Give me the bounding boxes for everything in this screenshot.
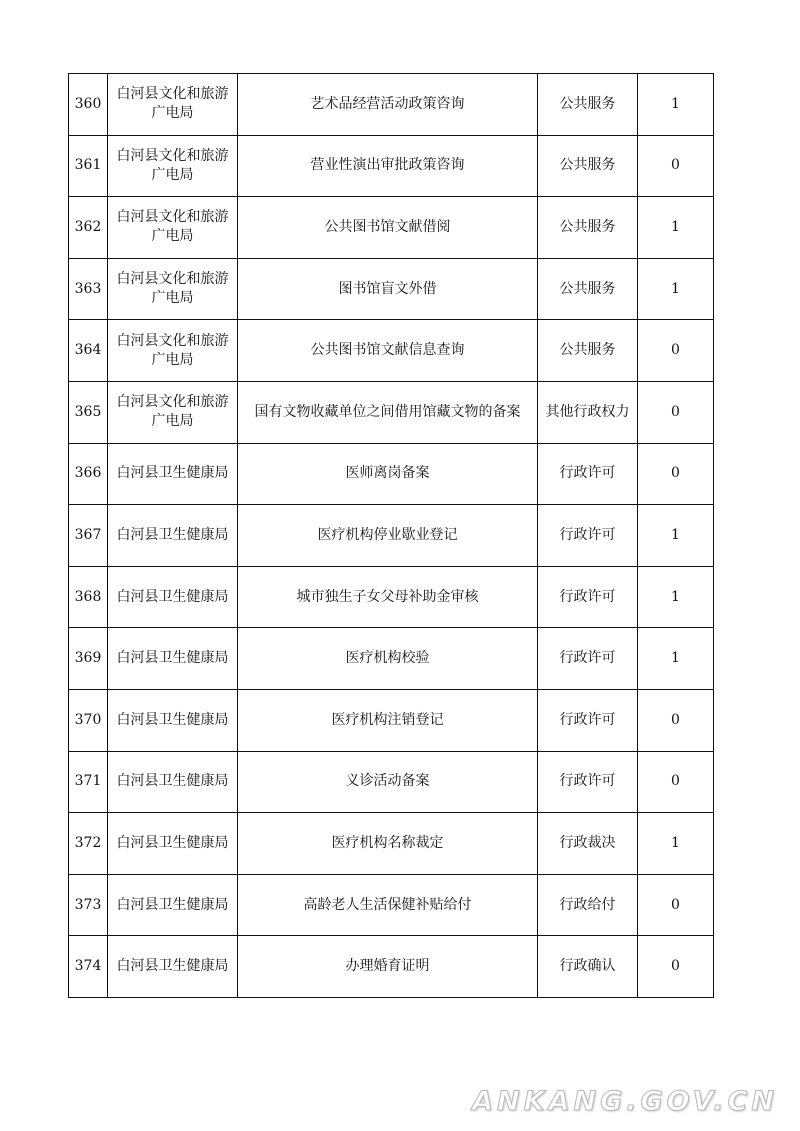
item-name-cell: 艺术品经营活动政策咨询 — [238, 74, 538, 136]
row-number: 363 — [69, 258, 108, 320]
count-cell: 1 — [638, 74, 714, 136]
item-name-cell: 国有文物收藏单位之间借用馆藏文物的备案 — [238, 381, 538, 443]
table-row — [69, 258, 714, 320]
row-number: 368 — [69, 566, 108, 628]
item-type-cell: 公共服务 — [538, 320, 638, 382]
table-row — [69, 813, 714, 875]
department-cell: 白河县卫生健康局 — [108, 689, 238, 751]
item-type-cell: 行政许可 — [538, 628, 638, 690]
item-type-cell: 行政确认 — [538, 936, 638, 998]
table-row — [69, 197, 714, 259]
count-cell: 1 — [638, 258, 714, 320]
items-table — [68, 73, 714, 998]
item-name-cell: 城市独生子女父母补助金审核 — [238, 566, 538, 628]
row-number: 362 — [69, 197, 108, 259]
item-name-cell: 办理婚育证明 — [238, 936, 538, 998]
table-row — [69, 628, 714, 690]
department-cell: 白河县文化和旅游广电局 — [108, 197, 238, 259]
item-type-cell: 行政许可 — [538, 505, 638, 567]
site-watermark: ANKANG.GOV.CN — [472, 1086, 778, 1117]
table-row — [69, 135, 714, 197]
department-cell: 白河县卫生健康局 — [108, 443, 238, 505]
item-type-cell: 公共服务 — [538, 258, 638, 320]
item-name-cell: 医疗机构注销登记 — [238, 689, 538, 751]
count-cell: 1 — [638, 197, 714, 259]
row-number: 370 — [69, 689, 108, 751]
row-number: 372 — [69, 813, 108, 875]
department-cell: 白河县卫生健康局 — [108, 813, 238, 875]
item-type-cell: 行政许可 — [538, 566, 638, 628]
row-number: 360 — [69, 74, 108, 136]
item-type-cell: 行政许可 — [538, 443, 638, 505]
department-cell: 白河县卫生健康局 — [108, 936, 238, 998]
row-number: 365 — [69, 381, 108, 443]
item-type-cell: 行政给付 — [538, 874, 638, 936]
table-row — [69, 320, 714, 382]
item-type-cell: 公共服务 — [538, 74, 638, 136]
table-row — [69, 74, 714, 136]
item-name-cell: 公共图书馆文献借阅 — [238, 197, 538, 259]
count-cell: 0 — [638, 874, 714, 936]
row-number: 361 — [69, 135, 108, 197]
item-type-cell: 公共服务 — [538, 197, 638, 259]
table-row — [69, 566, 714, 628]
department-cell: 白河县文化和旅游广电局 — [108, 74, 238, 136]
row-number: 369 — [69, 628, 108, 690]
department-cell: 白河县卫生健康局 — [108, 566, 238, 628]
row-number: 374 — [69, 936, 108, 998]
count-cell: 0 — [638, 936, 714, 998]
department-cell: 白河县文化和旅游广电局 — [108, 381, 238, 443]
count-cell: 1 — [638, 505, 714, 567]
item-name-cell: 公共图书馆文献信息查询 — [238, 320, 538, 382]
item-name-cell: 高龄老人生活保健补贴给付 — [238, 874, 538, 936]
table-row — [69, 505, 714, 567]
item-name-cell: 医疗机构校验 — [238, 628, 538, 690]
item-type-cell: 行政许可 — [538, 751, 638, 813]
department-cell: 白河县文化和旅游广电局 — [108, 258, 238, 320]
table-row — [69, 751, 714, 813]
item-type-cell: 其他行政权力 — [538, 381, 638, 443]
department-cell: 白河县卫生健康局 — [108, 505, 238, 567]
item-type-cell: 行政裁决 — [538, 813, 638, 875]
table-row — [69, 874, 714, 936]
department-cell: 白河县文化和旅游广电局 — [108, 320, 238, 382]
item-name-cell: 医师离岗备案 — [238, 443, 538, 505]
item-name-cell: 图书馆盲文外借 — [238, 258, 538, 320]
count-cell: 1 — [638, 628, 714, 690]
table-row — [69, 443, 714, 505]
item-name-cell: 营业性演出审批政策咨询 — [238, 135, 538, 197]
table-row — [69, 689, 714, 751]
count-cell: 0 — [638, 135, 714, 197]
item-name-cell: 义诊活动备案 — [238, 751, 538, 813]
item-name-cell: 医疗机构停业歇业登记 — [238, 505, 538, 567]
count-cell: 0 — [638, 381, 714, 443]
row-number: 366 — [69, 443, 108, 505]
item-name-cell: 医疗机构名称裁定 — [238, 813, 538, 875]
count-cell: 0 — [638, 443, 714, 505]
row-number: 367 — [69, 505, 108, 567]
department-cell: 白河县文化和旅游广电局 — [108, 135, 238, 197]
item-type-cell: 公共服务 — [538, 135, 638, 197]
department-cell: 白河县卫生健康局 — [108, 628, 238, 690]
row-number: 373 — [69, 874, 108, 936]
department-cell: 白河县卫生健康局 — [108, 751, 238, 813]
department-cell: 白河县卫生健康局 — [108, 874, 238, 936]
table-row — [69, 936, 714, 998]
count-cell: 0 — [638, 689, 714, 751]
count-cell: 0 — [638, 751, 714, 813]
count-cell: 1 — [638, 813, 714, 875]
row-number: 371 — [69, 751, 108, 813]
count-cell: 1 — [638, 566, 714, 628]
table-row — [69, 381, 714, 443]
items-table-body — [69, 74, 714, 998]
row-number: 364 — [69, 320, 108, 382]
item-type-cell: 行政许可 — [538, 689, 638, 751]
count-cell: 0 — [638, 320, 714, 382]
